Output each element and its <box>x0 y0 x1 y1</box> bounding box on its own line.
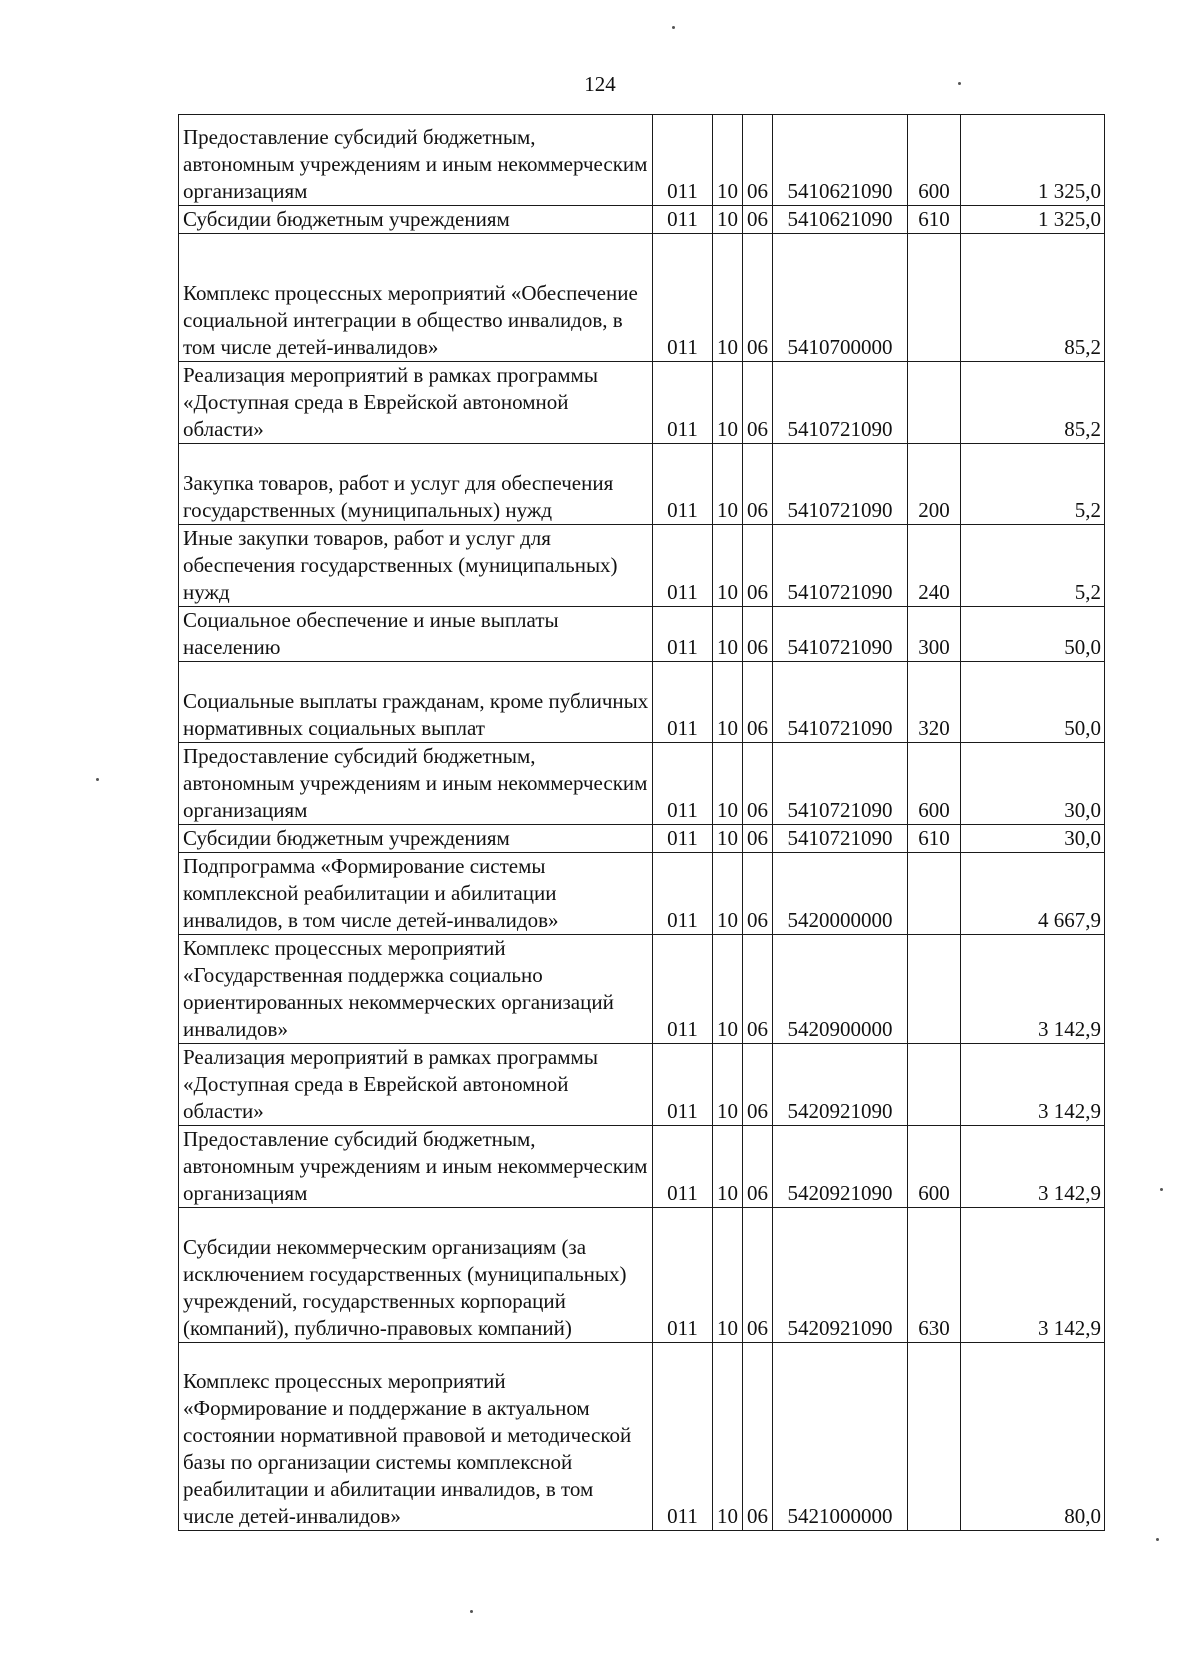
cell-vr: 320 <box>908 662 961 743</box>
cell-sum: 5,2 <box>961 525 1105 607</box>
cell-sum: 3 142,9 <box>961 1126 1105 1208</box>
cell-sum: 30,0 <box>961 743 1105 825</box>
cell-csr: 5420921090 <box>773 1126 908 1208</box>
table-row <box>179 444 1105 525</box>
cell-vr: 610 <box>908 825 961 853</box>
cell-sum: 3 142,9 <box>961 1044 1105 1126</box>
cell-rz: 10 <box>713 362 743 444</box>
table-row <box>179 935 1105 1044</box>
cell-pr: 06 <box>743 234 773 362</box>
cell-csr: 5410721090 <box>773 825 908 853</box>
cell-sum: 80,0 <box>961 1343 1105 1531</box>
cell-csr: 5410700000 <box>773 234 908 362</box>
cell-pr: 06 <box>743 825 773 853</box>
cell-vr <box>908 1343 961 1531</box>
cell-sum: 3 142,9 <box>961 1208 1105 1343</box>
cell-grbs: 011 <box>653 115 713 206</box>
cell-rz: 10 <box>713 1126 743 1208</box>
table-row <box>179 206 1105 234</box>
table-row <box>179 825 1105 853</box>
cell-name: Закупка товаров, работ и услуг для обеспечения государственных (муниципальных) нужд <box>179 444 653 525</box>
cell-name: Подпрограмма «Формирование системы комплексной реабилитации и абилитации инвалидов, в том числе детей-инвалидов» <box>179 853 653 935</box>
cell-vr <box>908 1044 961 1126</box>
cell-vr: 600 <box>908 743 961 825</box>
cell-name: Комплекс процессных мероприятий «Государственная поддержка социально ориентированных некоммерческих организаций инвалидов» <box>179 935 653 1044</box>
cell-name: Предоставление субсидий бюджетным, автономным учреждениям и иным некоммерческим организациям <box>179 743 653 825</box>
cell-vr: 300 <box>908 607 961 662</box>
cell-grbs: 011 <box>653 1126 713 1208</box>
cell-vr <box>908 234 961 362</box>
cell-pr: 06 <box>743 362 773 444</box>
cell-rz: 10 <box>713 444 743 525</box>
cell-name: Предоставление субсидий бюджетным, автономным учреждениям и иным некоммерческим организациям <box>179 1126 653 1208</box>
cell-rz: 10 <box>713 115 743 206</box>
scan-speck <box>96 778 99 781</box>
cell-sum: 50,0 <box>961 662 1105 743</box>
cell-grbs: 011 <box>653 444 713 525</box>
cell-pr: 06 <box>743 853 773 935</box>
cell-csr: 5410721090 <box>773 662 908 743</box>
cell-sum: 1 325,0 <box>961 206 1105 234</box>
cell-csr: 5420900000 <box>773 935 908 1044</box>
cell-sum: 30,0 <box>961 825 1105 853</box>
page-number: 124 <box>584 72 616 96</box>
cell-rz: 10 <box>713 662 743 743</box>
scan-speck <box>958 82 961 85</box>
cell-rz: 10 <box>713 234 743 362</box>
cell-vr <box>908 362 961 444</box>
cell-sum: 5,2 <box>961 444 1105 525</box>
cell-grbs: 011 <box>653 1044 713 1126</box>
cell-csr: 5420921090 <box>773 1208 908 1343</box>
cell-name: Субсидии бюджетным учреждениям <box>179 206 653 234</box>
cell-grbs: 011 <box>653 825 713 853</box>
scan-speck <box>672 26 675 29</box>
table-row <box>179 1126 1105 1208</box>
cell-vr: 200 <box>908 444 961 525</box>
cell-csr: 5410621090 <box>773 206 908 234</box>
cell-rz: 10 <box>713 935 743 1044</box>
cell-pr: 06 <box>743 1044 773 1126</box>
cell-name: Иные закупки товаров, работ и услуг для обеспечения государственных (муниципальных) нужд <box>179 525 653 607</box>
table-row <box>179 1208 1105 1343</box>
cell-pr: 06 <box>743 607 773 662</box>
cell-vr: 240 <box>908 525 961 607</box>
cell-csr: 5410721090 <box>773 743 908 825</box>
cell-rz: 10 <box>713 1343 743 1531</box>
table-row <box>179 115 1105 206</box>
table-body <box>179 115 1105 1531</box>
table-row <box>179 1343 1105 1531</box>
cell-vr <box>908 853 961 935</box>
cell-pr: 06 <box>743 444 773 525</box>
table-row <box>179 607 1105 662</box>
cell-name: Комплекс процессных мероприятий «Обеспечение социальной интеграции в общество инвалидов, в том числе детей-инвалидов» <box>179 234 653 362</box>
budget-table <box>178 114 1105 1531</box>
table-row <box>179 362 1105 444</box>
cell-rz: 10 <box>713 607 743 662</box>
table-row <box>179 1044 1105 1126</box>
cell-vr: 600 <box>908 1126 961 1208</box>
cell-rz: 10 <box>713 1044 743 1126</box>
cell-sum: 1 325,0 <box>961 115 1105 206</box>
cell-rz: 10 <box>713 743 743 825</box>
scan-speck <box>470 1610 473 1613</box>
scan-speck <box>1160 1188 1163 1191</box>
cell-sum: 50,0 <box>961 607 1105 662</box>
table-row <box>179 853 1105 935</box>
table-row <box>179 662 1105 743</box>
cell-pr: 06 <box>743 1208 773 1343</box>
cell-grbs: 011 <box>653 362 713 444</box>
cell-sum: 3 142,9 <box>961 935 1105 1044</box>
cell-pr: 06 <box>743 662 773 743</box>
cell-vr <box>908 935 961 1044</box>
cell-name: Социальные выплаты гражданам, кроме публичных нормативных социальных выплат <box>179 662 653 743</box>
cell-grbs: 011 <box>653 935 713 1044</box>
cell-name: Реализация мероприятий в рамках программы «Доступная среда в Еврейской автономной области» <box>179 362 653 444</box>
cell-vr: 600 <box>908 115 961 206</box>
cell-rz: 10 <box>713 206 743 234</box>
table-row <box>179 743 1105 825</box>
cell-grbs: 011 <box>653 662 713 743</box>
cell-sum: 4 667,9 <box>961 853 1105 935</box>
scan-speck <box>1156 1538 1159 1541</box>
cell-name: Субсидии бюджетным учреждениям <box>179 825 653 853</box>
cell-csr: 5420000000 <box>773 853 908 935</box>
cell-grbs: 011 <box>653 206 713 234</box>
cell-csr: 5421000000 <box>773 1343 908 1531</box>
cell-pr: 06 <box>743 1126 773 1208</box>
cell-grbs: 011 <box>653 234 713 362</box>
cell-csr: 5410621090 <box>773 115 908 206</box>
cell-rz: 10 <box>713 525 743 607</box>
cell-csr: 5420921090 <box>773 1044 908 1126</box>
cell-sum: 85,2 <box>961 234 1105 362</box>
cell-pr: 06 <box>743 115 773 206</box>
cell-name: Комплекс процессных мероприятий «Формирование и поддержание в актуальном состоянии нормативной правовой и методической базы по организации системы комплексной реабилитации и абилитации инвалидов, в том числе детей-инвалидов» <box>179 1343 653 1531</box>
table-row <box>179 234 1105 362</box>
cell-csr: 5410721090 <box>773 444 908 525</box>
cell-name: Реализация мероприятий в рамках программы «Доступная среда в Еврейской автономной области» <box>179 1044 653 1126</box>
cell-pr: 06 <box>743 525 773 607</box>
cell-csr: 5410721090 <box>773 607 908 662</box>
cell-pr: 06 <box>743 206 773 234</box>
cell-rz: 10 <box>713 1208 743 1343</box>
cell-name: Предоставление субсидий бюджетным, автономным учреждениям и иным некоммерческим организациям <box>179 115 653 206</box>
cell-pr: 06 <box>743 935 773 1044</box>
cell-name: Субсидии некоммерческим организациям (за исключением государственных (муниципальных) учреждений, государственных корпораций (компаний), публично-правовых компаний) <box>179 1208 653 1343</box>
cell-grbs: 011 <box>653 743 713 825</box>
cell-sum: 85,2 <box>961 362 1105 444</box>
cell-name: Социальное обеспечение и иные выплаты населению <box>179 607 653 662</box>
cell-grbs: 011 <box>653 607 713 662</box>
cell-csr: 5410721090 <box>773 362 908 444</box>
cell-grbs: 011 <box>653 1343 713 1531</box>
cell-csr: 5410721090 <box>773 525 908 607</box>
table-row <box>179 525 1105 607</box>
cell-pr: 06 <box>743 1343 773 1531</box>
cell-vr: 610 <box>908 206 961 234</box>
cell-rz: 10 <box>713 853 743 935</box>
cell-grbs: 011 <box>653 1208 713 1343</box>
cell-vr: 630 <box>908 1208 961 1343</box>
cell-grbs: 011 <box>653 853 713 935</box>
cell-grbs: 011 <box>653 525 713 607</box>
cell-pr: 06 <box>743 743 773 825</box>
cell-rz: 10 <box>713 825 743 853</box>
